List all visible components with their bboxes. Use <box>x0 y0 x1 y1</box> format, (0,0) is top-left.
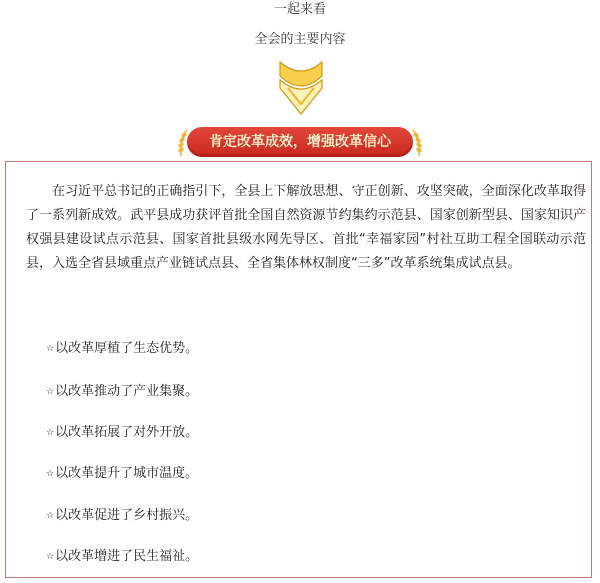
banner-title: 肯定改革成效，增强改革信心 <box>209 134 391 150</box>
list-item <box>46 465 198 483</box>
list-item <box>46 548 198 566</box>
star-icon: ☆ <box>46 428 55 438</box>
list-item <box>46 340 198 358</box>
star-icon: ☆ <box>46 511 55 521</box>
list-item-text: 以改革厚植了生态优势。 <box>55 341 199 356</box>
wheat-right-icon <box>407 128 427 158</box>
list-item <box>46 383 198 401</box>
star-icon: ☆ <box>46 344 55 354</box>
intro-line-2: 全会的主要内容 <box>254 32 346 47</box>
list-item <box>46 424 198 442</box>
section-banner <box>173 126 427 158</box>
list-item-text: 以改革推动了产业集聚。 <box>55 384 199 399</box>
list-item <box>46 507 198 525</box>
intro-line-1: 一起来看 <box>273 2 326 17</box>
star-icon: ☆ <box>46 469 55 479</box>
list-item-text: 以改革提升了城市温度。 <box>55 466 199 481</box>
star-icon: ☆ <box>46 552 55 562</box>
star-icon: ☆ <box>46 387 55 397</box>
list-item-text: 以改革拓展了对外开放。 <box>55 425 199 440</box>
down-arrow-icon <box>276 58 326 118</box>
main-paragraph: 在习近平总书记的正确指引下，全县上下解放思想、守正创新、攻坚突破，全面深化改革取得了一系列新成效。武平县成功获评首批全国自然资源节约集约示范县、国家创新型县、国家知识产权强县建设试点示范县、国家首批县级水网先导区、首批“幸福家园”村社互助工程全国联动示范县，入选全省县域重点产业链试点县、全省集体林权制度“三多”改革系统集成试点县。 <box>26 184 586 271</box>
list-item-text: 以改革增进了民生福祉。 <box>55 549 199 564</box>
list-item-text: 以改革促进了乡村振兴。 <box>55 508 199 523</box>
